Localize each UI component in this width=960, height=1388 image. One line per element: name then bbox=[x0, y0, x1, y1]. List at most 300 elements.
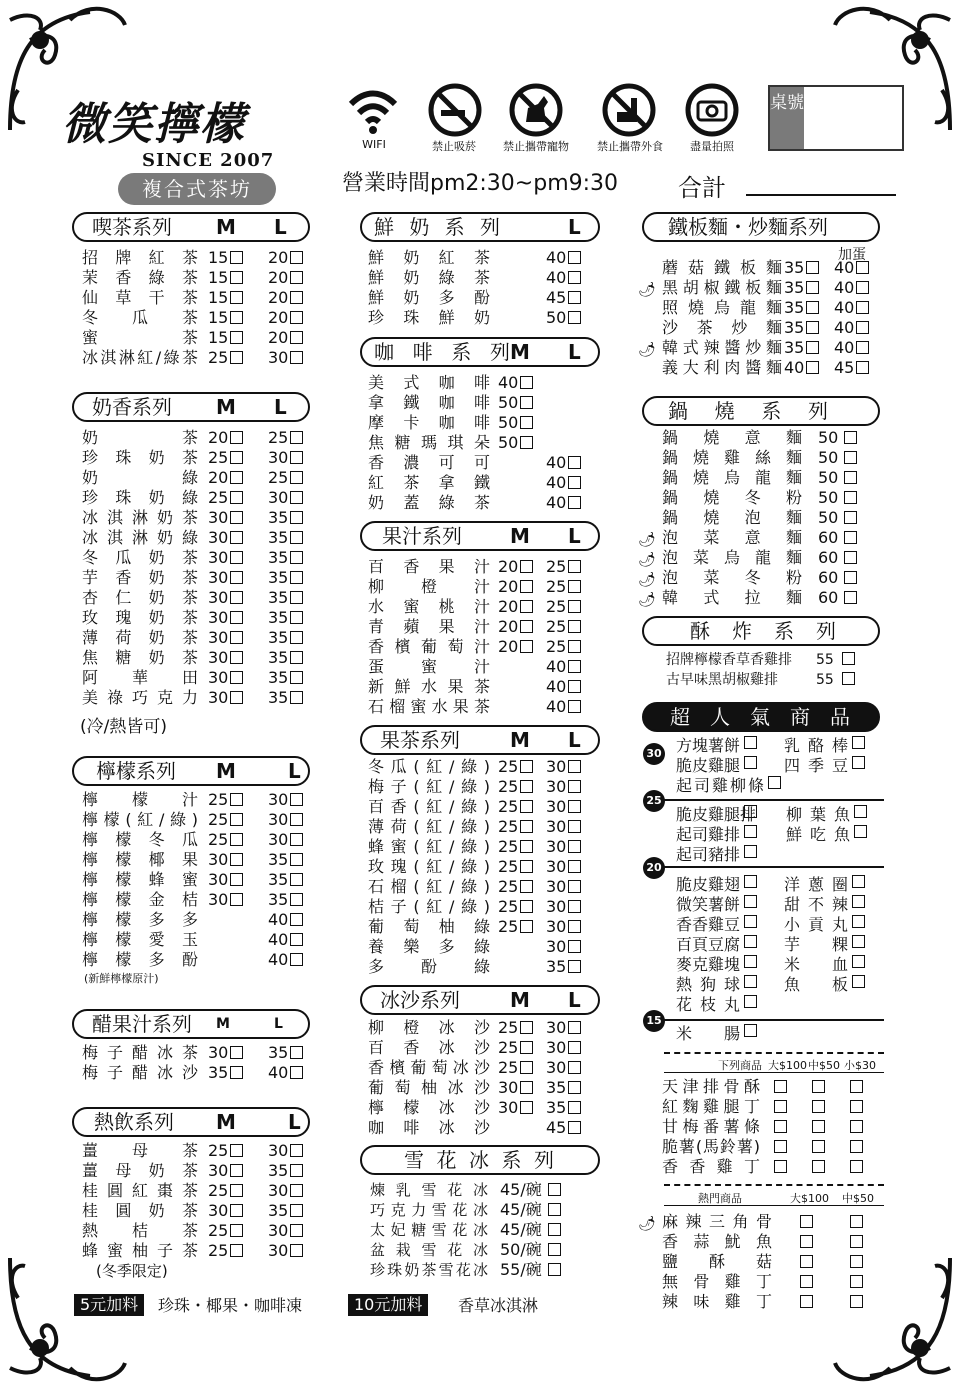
price-l[interactable] bbox=[268, 1063, 303, 1083]
menu-item-fruittea[interactable] bbox=[368, 757, 586, 777]
checkbox-l[interactable] bbox=[568, 780, 581, 793]
checkbox-m[interactable] bbox=[230, 291, 243, 304]
menu-item-hot[interactable] bbox=[82, 1201, 308, 1221]
checkbox-medium[interactable] bbox=[850, 1275, 863, 1288]
price-m[interactable] bbox=[498, 1038, 533, 1058]
menu-item-vinegar[interactable] bbox=[82, 1063, 308, 1083]
menu-item-milktea[interactable] bbox=[82, 488, 308, 508]
menu-item-potroast[interactable] bbox=[662, 428, 872, 448]
menu-item-hot[interactable] bbox=[82, 1181, 308, 1201]
menu-item-potroast[interactable] bbox=[662, 488, 872, 508]
menu-item-noodles[interactable] bbox=[662, 258, 882, 278]
popular-item-tier30[interactable] bbox=[784, 736, 865, 756]
price-m[interactable] bbox=[208, 1161, 243, 1181]
checkbox-large[interactable] bbox=[774, 1100, 787, 1113]
menu-item-coffee[interactable] bbox=[368, 393, 586, 413]
price-m[interactable] bbox=[208, 288, 243, 308]
hot-item[interactable] bbox=[662, 1252, 882, 1272]
price-m[interactable] bbox=[208, 628, 243, 648]
checkbox[interactable] bbox=[744, 875, 757, 888]
checkbox[interactable] bbox=[844, 591, 857, 604]
checkbox-l[interactable] bbox=[290, 291, 303, 304]
menu-item-milktea[interactable] bbox=[82, 648, 308, 668]
checkbox-l[interactable] bbox=[290, 651, 303, 664]
price[interactable] bbox=[818, 528, 857, 548]
checkbox[interactable] bbox=[852, 895, 865, 908]
price-m[interactable] bbox=[208, 1201, 243, 1221]
price-egg[interactable] bbox=[834, 338, 869, 358]
checkbox[interactable] bbox=[548, 1203, 561, 1216]
menu-item-juice[interactable] bbox=[368, 657, 586, 677]
price-l[interactable] bbox=[546, 677, 581, 697]
popular-item-tier30[interactable] bbox=[676, 736, 757, 756]
popular-item-tier30[interactable] bbox=[784, 756, 865, 776]
checkbox-m[interactable] bbox=[520, 396, 533, 409]
price-m[interactable] bbox=[208, 1063, 243, 1083]
menu-item-juice[interactable] bbox=[368, 637, 586, 657]
checkbox-m[interactable] bbox=[230, 853, 243, 866]
checkbox[interactable] bbox=[806, 321, 819, 334]
price-m[interactable] bbox=[498, 877, 533, 897]
menu-item-tea[interactable] bbox=[82, 348, 308, 368]
popular-item-tier20[interactable] bbox=[784, 915, 865, 935]
price-m[interactable] bbox=[498, 817, 533, 837]
price-l[interactable] bbox=[268, 608, 303, 628]
price-m[interactable] bbox=[208, 1241, 243, 1261]
menu-item-milktea[interactable] bbox=[82, 468, 308, 488]
checkbox-l[interactable] bbox=[568, 640, 581, 653]
checkbox-m[interactable] bbox=[520, 780, 533, 793]
price-l[interactable] bbox=[546, 897, 581, 917]
price-m[interactable] bbox=[208, 488, 243, 508]
price-m[interactable] bbox=[498, 837, 533, 857]
menu-item-snowice[interactable] bbox=[370, 1260, 570, 1280]
checkbox[interactable] bbox=[806, 301, 819, 314]
price-m[interactable] bbox=[498, 413, 533, 433]
checkbox-m[interactable] bbox=[230, 471, 243, 484]
checkbox-m[interactable] bbox=[230, 611, 243, 624]
price-m[interactable] bbox=[208, 668, 243, 688]
checkbox-m[interactable] bbox=[520, 880, 533, 893]
checkbox-medium[interactable] bbox=[812, 1140, 825, 1153]
menu-item-milktea[interactable] bbox=[82, 628, 308, 648]
price-l[interactable] bbox=[268, 850, 303, 870]
checkbox[interactable] bbox=[844, 571, 857, 584]
price-l[interactable] bbox=[546, 473, 581, 493]
menu-item-tea[interactable] bbox=[82, 308, 308, 328]
checkbox[interactable] bbox=[548, 1223, 561, 1236]
checkbox-m[interactable] bbox=[520, 580, 533, 593]
checkbox-l[interactable] bbox=[568, 940, 581, 953]
price[interactable] bbox=[784, 298, 819, 318]
popular-item-tier20[interactable] bbox=[784, 935, 865, 955]
price-egg[interactable] bbox=[834, 318, 869, 338]
checkbox[interactable] bbox=[744, 995, 757, 1008]
price-l[interactable] bbox=[268, 648, 303, 668]
sized-item[interactable] bbox=[662, 1157, 882, 1177]
checkbox-l[interactable] bbox=[290, 331, 303, 344]
checkbox-m[interactable] bbox=[230, 351, 243, 364]
checkbox-m[interactable] bbox=[230, 893, 243, 906]
checkbox-medium[interactable] bbox=[812, 1160, 825, 1173]
menu-item-potroast[interactable] bbox=[662, 468, 872, 488]
checkbox-medium[interactable] bbox=[850, 1235, 863, 1248]
checkbox-l[interactable] bbox=[290, 1164, 303, 1177]
checkbox-m[interactable] bbox=[230, 813, 243, 826]
checkbox-l[interactable] bbox=[290, 1204, 303, 1217]
price-l[interactable] bbox=[546, 617, 581, 637]
popular-item-tier20[interactable] bbox=[676, 915, 757, 935]
checkbox-m[interactable] bbox=[230, 531, 243, 544]
menu-item-potroast[interactable] bbox=[662, 528, 872, 548]
popular-item-tier25[interactable] bbox=[676, 825, 757, 845]
menu-item-hot[interactable] bbox=[82, 1221, 308, 1241]
checkbox[interactable] bbox=[744, 756, 757, 769]
checkbox-large[interactable] bbox=[800, 1255, 813, 1268]
menu-item-coffee[interactable] bbox=[368, 453, 586, 473]
popular-item-tier20[interactable] bbox=[676, 995, 757, 1015]
checkbox-l[interactable] bbox=[290, 1244, 303, 1257]
price-l[interactable] bbox=[268, 1161, 303, 1181]
price-m[interactable] bbox=[208, 548, 243, 568]
menu-item-lemon[interactable] bbox=[82, 790, 308, 810]
menu-item-potroast[interactable] bbox=[662, 588, 872, 608]
price-m[interactable] bbox=[498, 897, 533, 917]
price-m[interactable] bbox=[498, 577, 533, 597]
price-l[interactable] bbox=[546, 917, 581, 937]
price[interactable] bbox=[818, 588, 857, 608]
menu-item-freshmilk[interactable] bbox=[368, 248, 586, 268]
menu-item-fried[interactable] bbox=[666, 670, 876, 690]
checkbox-l[interactable] bbox=[290, 471, 303, 484]
price-l[interactable] bbox=[546, 308, 581, 328]
checkbox-m[interactable] bbox=[230, 591, 243, 604]
price-l[interactable] bbox=[546, 557, 581, 577]
menu-item-milktea[interactable] bbox=[82, 608, 308, 628]
checkbox-m[interactable] bbox=[230, 1204, 243, 1217]
menu-item-fruittea[interactable] bbox=[368, 957, 586, 977]
price-l[interactable] bbox=[268, 1221, 303, 1241]
price-l[interactable] bbox=[268, 668, 303, 688]
checkbox-l[interactable] bbox=[568, 680, 581, 693]
checkbox[interactable] bbox=[842, 672, 855, 685]
price-m[interactable] bbox=[208, 508, 243, 528]
menu-item-freshmilk[interactable] bbox=[368, 288, 586, 308]
checkbox-m[interactable] bbox=[520, 920, 533, 933]
checkbox-l[interactable] bbox=[568, 496, 581, 509]
menu-item-coffee[interactable] bbox=[368, 433, 586, 453]
checkbox-small[interactable] bbox=[850, 1100, 863, 1113]
menu-item-lemon[interactable] bbox=[82, 870, 308, 890]
menu-item-fruittea[interactable] bbox=[368, 837, 586, 857]
checkbox-m[interactable] bbox=[230, 251, 243, 264]
menu-item-potroast[interactable] bbox=[662, 548, 872, 568]
price[interactable] bbox=[784, 258, 819, 278]
checkbox-l[interactable] bbox=[568, 251, 581, 264]
popular-item-tier20[interactable] bbox=[676, 875, 757, 895]
checkbox-m[interactable] bbox=[230, 1164, 243, 1177]
price-l[interactable] bbox=[546, 1058, 581, 1078]
price-l[interactable] bbox=[268, 348, 303, 368]
checkbox-l[interactable] bbox=[290, 511, 303, 524]
checkbox-l[interactable] bbox=[568, 620, 581, 633]
price[interactable] bbox=[500, 1220, 561, 1240]
price[interactable] bbox=[818, 448, 857, 468]
menu-item-slush[interactable] bbox=[368, 1098, 586, 1118]
price-l[interactable] bbox=[268, 628, 303, 648]
menu-item-slush[interactable] bbox=[368, 1038, 586, 1058]
checkbox-l[interactable] bbox=[290, 913, 303, 926]
checkbox-l[interactable] bbox=[290, 431, 303, 444]
menu-item-juice[interactable] bbox=[368, 577, 586, 597]
menu-item-tea[interactable] bbox=[82, 328, 308, 348]
checkbox[interactable] bbox=[852, 875, 865, 888]
price-m[interactable] bbox=[208, 890, 243, 910]
checkbox-m[interactable] bbox=[520, 1081, 533, 1094]
checkbox-l[interactable] bbox=[290, 893, 303, 906]
price-l[interactable] bbox=[546, 957, 581, 977]
price-m[interactable] bbox=[498, 1058, 533, 1078]
checkbox[interactable] bbox=[548, 1263, 561, 1276]
checkbox-l[interactable] bbox=[568, 1121, 581, 1134]
checkbox-m[interactable] bbox=[520, 820, 533, 833]
price-l[interactable] bbox=[546, 857, 581, 877]
checkbox-m[interactable] bbox=[230, 651, 243, 664]
checkbox[interactable] bbox=[548, 1243, 561, 1256]
checkbox-l[interactable] bbox=[290, 853, 303, 866]
checkbox-l[interactable] bbox=[290, 1144, 303, 1157]
checkbox-m[interactable] bbox=[230, 793, 243, 806]
price-l[interactable] bbox=[268, 1181, 303, 1201]
price-m[interactable] bbox=[498, 757, 533, 777]
price-l[interactable] bbox=[268, 810, 303, 830]
checkbox-m[interactable] bbox=[230, 873, 243, 886]
checkbox[interactable] bbox=[844, 431, 857, 444]
checkbox-l[interactable] bbox=[568, 960, 581, 973]
checkbox[interactable] bbox=[844, 451, 857, 464]
sized-item[interactable] bbox=[662, 1117, 882, 1137]
price-l[interactable] bbox=[268, 930, 303, 950]
checkbox-m[interactable] bbox=[230, 691, 243, 704]
checkbox[interactable] bbox=[844, 551, 857, 564]
sized-item[interactable] bbox=[662, 1137, 882, 1157]
checkbox-l[interactable] bbox=[568, 1021, 581, 1034]
price-m[interactable] bbox=[208, 850, 243, 870]
checkbox-large[interactable] bbox=[774, 1120, 787, 1133]
price-m[interactable] bbox=[208, 568, 243, 588]
price-m[interactable] bbox=[208, 528, 243, 548]
checkbox-l[interactable] bbox=[568, 291, 581, 304]
checkbox-m[interactable] bbox=[520, 640, 533, 653]
menu-item-noodles[interactable] bbox=[662, 338, 882, 358]
checkbox-m[interactable] bbox=[230, 511, 243, 524]
menu-item-juice[interactable] bbox=[368, 597, 586, 617]
price[interactable] bbox=[818, 568, 857, 588]
menu-item-coffee[interactable] bbox=[368, 473, 586, 493]
checkbox-l[interactable] bbox=[290, 671, 303, 684]
checkbox-l[interactable] bbox=[568, 1041, 581, 1054]
checkbox-l[interactable] bbox=[568, 700, 581, 713]
menu-item-milktea[interactable] bbox=[82, 428, 308, 448]
menu-item-fruittea[interactable] bbox=[368, 797, 586, 817]
price-m[interactable] bbox=[498, 1018, 533, 1038]
menu-item-potroast[interactable] bbox=[662, 568, 872, 588]
menu-item-juice[interactable] bbox=[368, 677, 586, 697]
menu-item-lemon[interactable] bbox=[82, 930, 308, 950]
checkbox-m[interactable] bbox=[520, 416, 533, 429]
price-l[interactable] bbox=[268, 448, 303, 468]
checkbox-m[interactable] bbox=[520, 600, 533, 613]
price[interactable] bbox=[818, 468, 857, 488]
price[interactable] bbox=[784, 278, 819, 298]
menu-item-freshmilk[interactable] bbox=[368, 268, 586, 288]
checkbox-l[interactable] bbox=[290, 351, 303, 364]
price[interactable] bbox=[784, 358, 819, 378]
checkbox-m[interactable] bbox=[230, 1144, 243, 1157]
price[interactable] bbox=[500, 1240, 561, 1260]
checkbox-small[interactable] bbox=[850, 1160, 863, 1173]
menu-item-fruittea[interactable] bbox=[368, 817, 586, 837]
price-l[interactable] bbox=[268, 870, 303, 890]
price-m[interactable] bbox=[208, 588, 243, 608]
popular-item-tier20[interactable] bbox=[784, 955, 865, 975]
menu-item-fruittea[interactable] bbox=[368, 857, 586, 877]
table-number-field[interactable] bbox=[768, 85, 904, 151]
price-l[interactable] bbox=[546, 817, 581, 837]
menu-item-noodles[interactable] bbox=[662, 358, 882, 378]
popular-item-tier20[interactable] bbox=[784, 975, 865, 995]
checkbox-m[interactable] bbox=[230, 571, 243, 584]
price-m[interactable] bbox=[498, 637, 533, 657]
price-l[interactable] bbox=[546, 1118, 581, 1138]
price[interactable] bbox=[816, 670, 855, 690]
checkbox-m[interactable] bbox=[230, 1224, 243, 1237]
popular-item-tier20[interactable] bbox=[676, 955, 757, 975]
popular-item-tier30[interactable] bbox=[676, 756, 757, 776]
menu-item-coffee[interactable] bbox=[368, 413, 586, 433]
menu-item-snowice[interactable] bbox=[370, 1220, 570, 1240]
checkbox-l[interactable] bbox=[568, 760, 581, 773]
checkbox-egg[interactable] bbox=[856, 261, 869, 274]
price-m[interactable] bbox=[498, 557, 533, 577]
checkbox[interactable] bbox=[852, 736, 865, 749]
checkbox[interactable] bbox=[744, 895, 757, 908]
popular-item-tier25[interactable] bbox=[786, 825, 867, 845]
checkbox-l[interactable] bbox=[568, 456, 581, 469]
checkbox-m[interactable] bbox=[230, 311, 243, 324]
checkbox-medium[interactable] bbox=[850, 1215, 863, 1228]
checkbox[interactable] bbox=[844, 531, 857, 544]
menu-item-juice[interactable] bbox=[368, 697, 586, 717]
price-m[interactable] bbox=[498, 797, 533, 817]
menu-item-tea[interactable] bbox=[82, 268, 308, 288]
price-m[interactable] bbox=[498, 1098, 533, 1118]
checkbox-l[interactable] bbox=[568, 660, 581, 673]
checkbox-m[interactable] bbox=[230, 1244, 243, 1257]
price-l[interactable] bbox=[546, 757, 581, 777]
checkbox-l[interactable] bbox=[290, 953, 303, 966]
checkbox-m[interactable] bbox=[520, 1061, 533, 1074]
checkbox-m[interactable] bbox=[520, 1021, 533, 1034]
price-l[interactable] bbox=[268, 268, 303, 288]
checkbox-l[interactable] bbox=[568, 840, 581, 853]
checkbox-l[interactable] bbox=[568, 920, 581, 933]
checkbox-medium[interactable] bbox=[850, 1255, 863, 1268]
checkbox-l[interactable] bbox=[290, 933, 303, 946]
checkbox-l[interactable] bbox=[290, 1224, 303, 1237]
checkbox-m[interactable] bbox=[520, 376, 533, 389]
menu-item-milktea[interactable] bbox=[82, 548, 308, 568]
price-l[interactable] bbox=[268, 910, 303, 930]
checkbox-l[interactable] bbox=[568, 476, 581, 489]
price-m[interactable] bbox=[208, 790, 243, 810]
price-l[interactable] bbox=[268, 1141, 303, 1161]
checkbox-l[interactable] bbox=[568, 880, 581, 893]
menu-item-lemon[interactable] bbox=[82, 850, 308, 870]
price-m[interactable] bbox=[208, 428, 243, 448]
price-l[interactable] bbox=[268, 890, 303, 910]
price-l[interactable] bbox=[268, 308, 303, 328]
checkbox-medium[interactable] bbox=[812, 1100, 825, 1113]
checkbox-small[interactable] bbox=[850, 1140, 863, 1153]
checkbox-m[interactable] bbox=[230, 671, 243, 684]
checkbox-l[interactable] bbox=[290, 793, 303, 806]
checkbox-m[interactable] bbox=[520, 860, 533, 873]
price-l[interactable] bbox=[268, 950, 303, 970]
checkbox-m[interactable] bbox=[520, 840, 533, 853]
checkbox-l[interactable] bbox=[290, 1184, 303, 1197]
checkbox-l[interactable] bbox=[568, 580, 581, 593]
price-l[interactable] bbox=[546, 453, 581, 473]
popular-item-tier25[interactable] bbox=[676, 805, 757, 825]
price-l[interactable] bbox=[546, 493, 581, 513]
price-m[interactable] bbox=[208, 608, 243, 628]
price-l[interactable] bbox=[546, 937, 581, 957]
popular-item-tier20[interactable] bbox=[676, 935, 757, 955]
price-m[interactable] bbox=[208, 308, 243, 328]
price-l[interactable] bbox=[546, 597, 581, 617]
hot-item[interactable] bbox=[662, 1292, 882, 1312]
checkbox-m[interactable] bbox=[520, 900, 533, 913]
price-l[interactable] bbox=[546, 1038, 581, 1058]
price[interactable] bbox=[818, 428, 857, 448]
checkbox-l[interactable] bbox=[568, 900, 581, 913]
checkbox-l[interactable] bbox=[290, 591, 303, 604]
checkbox[interactable] bbox=[744, 975, 757, 988]
price[interactable] bbox=[816, 650, 855, 670]
menu-item-milktea[interactable] bbox=[82, 688, 308, 708]
checkbox-egg[interactable] bbox=[856, 321, 869, 334]
price-l[interactable] bbox=[268, 328, 303, 348]
menu-item-freshmilk[interactable] bbox=[368, 308, 586, 328]
checkbox[interactable] bbox=[768, 776, 781, 789]
checkbox-small[interactable] bbox=[850, 1120, 863, 1133]
price-m[interactable] bbox=[208, 348, 243, 368]
price-m[interactable] bbox=[208, 1221, 243, 1241]
price[interactable] bbox=[500, 1180, 561, 1200]
checkbox[interactable] bbox=[844, 491, 857, 504]
menu-item-potroast[interactable] bbox=[662, 508, 872, 528]
price[interactable] bbox=[818, 548, 857, 568]
checkbox-l[interactable] bbox=[290, 311, 303, 324]
hot-item[interactable] bbox=[662, 1272, 882, 1292]
price-m[interactable] bbox=[498, 777, 533, 797]
price-m[interactable] bbox=[498, 1078, 533, 1098]
checkbox[interactable] bbox=[852, 975, 865, 988]
price-m[interactable] bbox=[498, 433, 533, 453]
checkbox-l[interactable] bbox=[290, 491, 303, 504]
menu-item-slush[interactable] bbox=[368, 1018, 586, 1038]
